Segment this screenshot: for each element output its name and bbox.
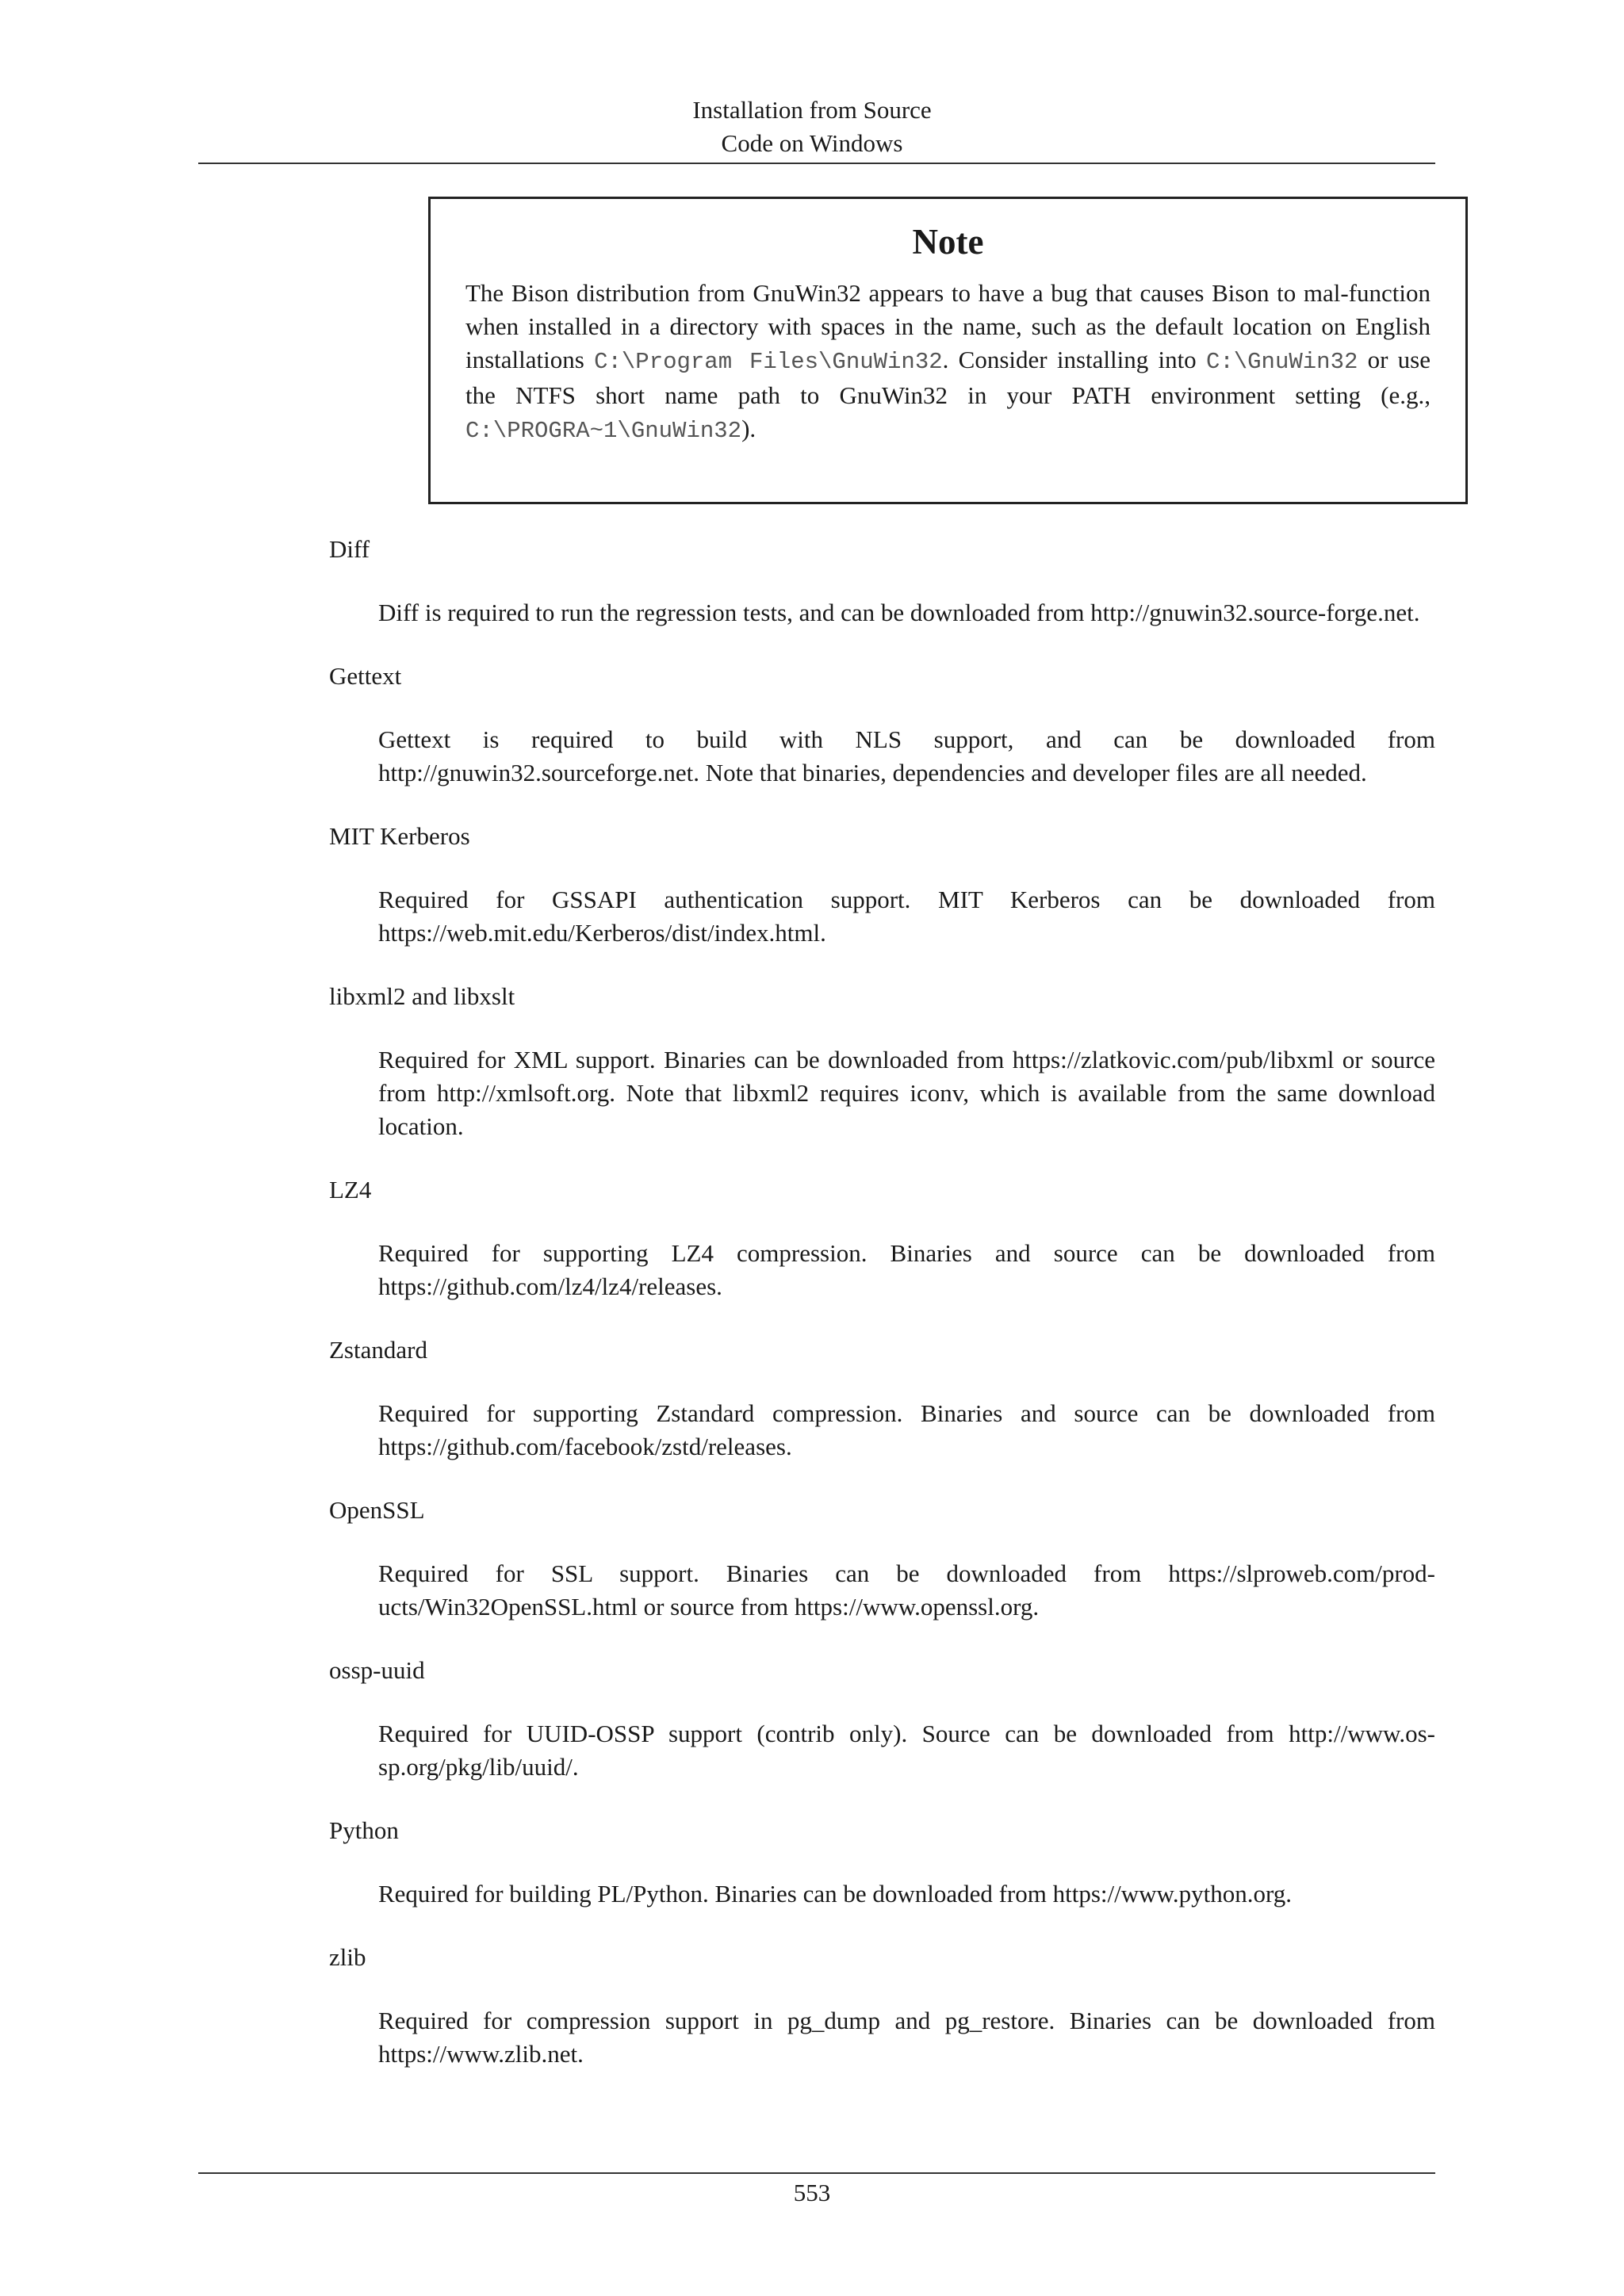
entry-mit-kerberos [329, 820, 1435, 950]
desc-openssl: Required for SSL support. Binaries can be downloaded from https://slproweb.com/prod-ucts/Win32OpenSSL.html or source from https://www.openssl.org. [378, 1559, 1435, 1621]
running-header [0, 94, 1624, 160]
desc-libxml2: Required for XML support. Binaries can be downloaded from https://zlatkovic.com/pub/libxml or source from http://xmlsoft.org. Note that libxml2 requires iconv, which is available from the same download location. [378, 1046, 1435, 1140]
page-number: 553 [793, 2179, 831, 2206]
header-line-2: Code on Windows [721, 129, 903, 157]
entry-openssl [329, 1494, 1435, 1624]
term-gettext: Gettext [329, 662, 402, 690]
note-text-part-2: . Consider installing into [942, 346, 1206, 373]
term-lz4: LZ4 [329, 1176, 372, 1203]
note-text [465, 277, 1431, 448]
term-libxml2: libxml2 and libxslt [329, 982, 515, 1010]
note-box [428, 197, 1468, 504]
desc-ossp-uuid: Required for UUID-OSSP support (contrib only). Source can be downloaded from http://www.os-sp.org/pkg/lib/uuid/. [378, 1720, 1435, 1781]
desc-mit-kerberos: Required for GSSAPI authentication support. MIT Kerberos can be downloaded from https://web.mit.edu/Kerberos/dist/index.html. [378, 886, 1435, 947]
note-text-part-4: ). [741, 415, 756, 442]
header-rule [198, 163, 1435, 164]
note-text-part-3: or use the NTFS short name path to GnuWin32 in your PATH environment setting (e.g., [465, 346, 1431, 409]
entry-gettext [329, 660, 1435, 790]
note-code-program-files: C:\Program Files\GnuWin32 [594, 349, 943, 375]
note-code-gnuwin32: C:\GnuWin32 [1205, 349, 1358, 375]
note-code-short-path: C:\PROGRA~1\GnuWin32 [465, 418, 742, 444]
desc-zlib: Required for compression support in pg_dump and pg_restore. Binaries can be downloaded from https://www.zlib.net. [378, 2007, 1435, 2068]
term-zstandard: Zstandard [329, 1336, 427, 1364]
desc-lz4: Required for supporting LZ4 compression. Binaries and source can be downloaded from https://github.com/lz4/lz4/releases. [378, 1239, 1435, 1300]
entry-lz4 [329, 1173, 1435, 1303]
desc-python: Required for building PL/Python. Binaries can be downloaded from https://www.python.org. [378, 1880, 1293, 1908]
term-zlib: zlib [329, 1943, 366, 1971]
header-line-1: Installation from Source [692, 96, 932, 124]
note-title: Note [912, 222, 984, 262]
desc-zstandard: Required for supporting Zstandard compression. Binaries and source can be downloaded from https://github.com/facebook/zstd/releases. [378, 1399, 1435, 1460]
desc-diff: Diff is required to run the regression tests, and can be downloaded from http://gnuwin32.source-forge.net. [378, 599, 1420, 626]
note-text-part-1: The Bison distribution from GnuWin32 appears to have a bug that causes Bison to mal-function when installed in a directory with spaces in the name, such as the default location on English installations [465, 279, 1431, 373]
entry-zstandard [329, 1334, 1435, 1464]
entry-zlib [329, 1941, 1435, 2071]
term-openssl: OpenSSL [329, 1496, 425, 1524]
entry-diff [329, 533, 1435, 629]
term-diff: Diff [329, 535, 370, 563]
entry-ossp-uuid [329, 1654, 1435, 1784]
term-ossp-uuid: ossp-uuid [329, 1656, 425, 1684]
term-mit-kerberos: MIT Kerberos [329, 822, 470, 850]
term-python: Python [329, 1816, 399, 1844]
desc-gettext: Gettext is required to build with NLS support, and can be downloaded from http://gnuwin32.sourceforge.net. Note that binaries, dependencies and developer files are all needed. [378, 725, 1435, 786]
footer-rule [198, 2172, 1435, 2174]
dependency-list [329, 533, 1435, 2101]
entry-python [329, 1814, 1435, 1911]
entry-libxml2 [329, 980, 1435, 1143]
